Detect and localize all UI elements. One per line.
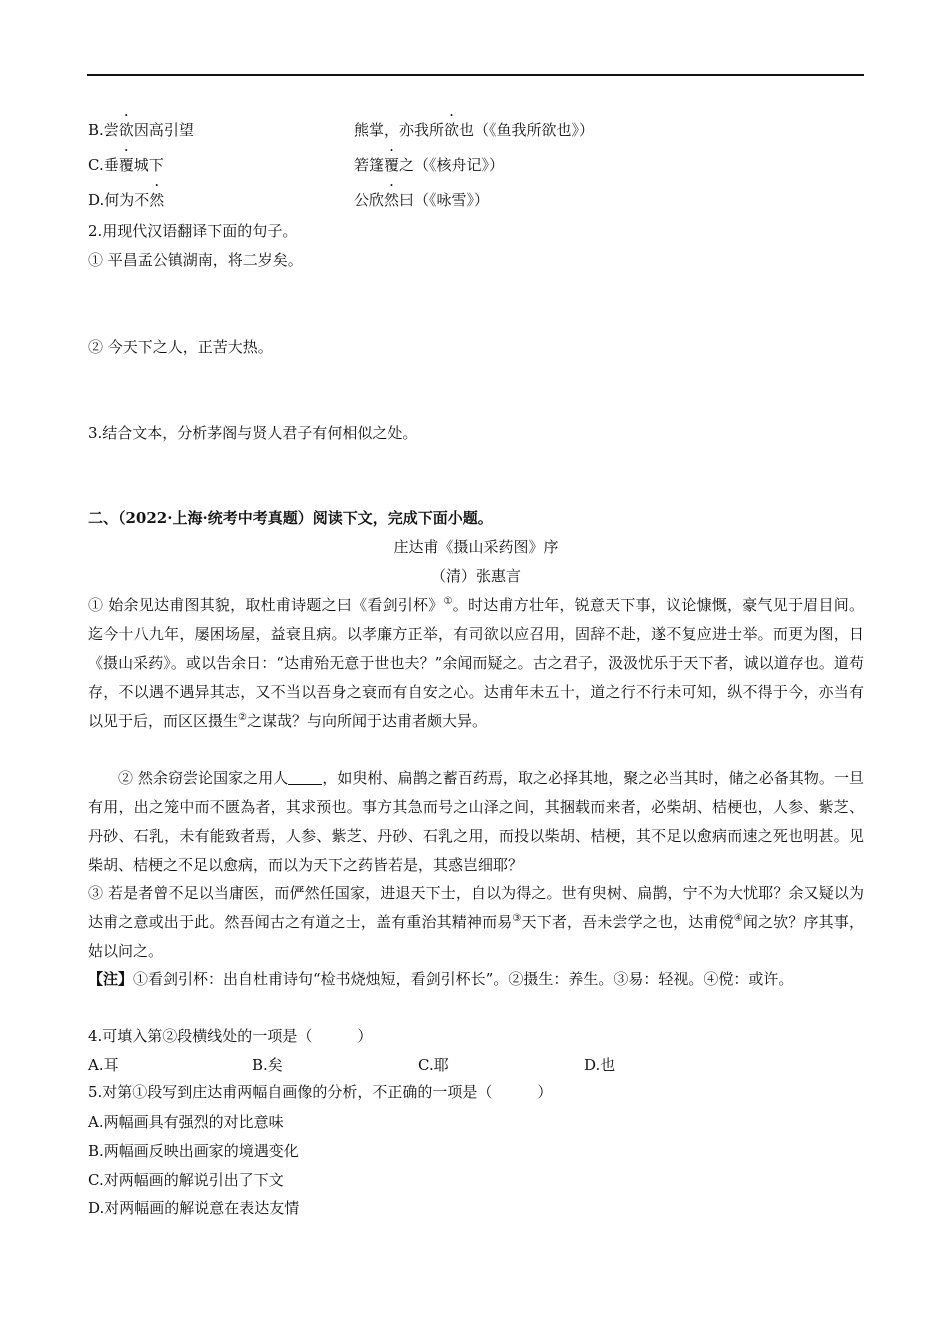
emphasis-dot-char: 欲 (444, 121, 460, 139)
emphasis-dot-char: 欲 (118, 121, 134, 139)
passage-paragraph-2: ② 然余窃尝论国家之用人 ，如臾柎、扁鹊之蓄百药焉，取之必择其地，聚之必当其时，储之必备其物。一旦有用，出之笼中而不匮為者，其求预也。事方其急而号之山泽之间，其捆载而来者，必柴胡、桔梗也，人参、紫芝、丹砂、石乳，未有能致者焉，人参、紫芝、丹砂、石乳之用，而投以柴胡、桔梗，其不足以愈病而速之死也明甚。见柴胡、桔梗之不足以愈病，而以为天下之药皆若是，其惑岂细耶？ (88, 769, 864, 874)
emphasis-dot-char: 然 (384, 191, 400, 209)
q1-option-d-left: D.何为不然 (88, 191, 165, 209)
q4-option-d: D.也 (584, 1056, 616, 1074)
passage-title: 庄达甫《摄山采药图》序 (393, 538, 559, 556)
q3-stem: 3.结合文本，分析茅阁与贤人君子有何相似之处。 (88, 424, 418, 442)
header-rule (87, 74, 864, 76)
passage-paragraph-1: ① 始余见达甫图其貌，取杜甫诗题之曰《看剑引杯》①。时达甫方壮年，锐意天下事，议论慷慨，豪气见于眉目间。迄今十八九年，屡困场屋，益衰且病。以孝廉方正举，有司欲以应召用，固辞不赴，遂不复应进士举。而更为图，日《摄山采药》。或以告余日：“达甫殆无意于世也夫？”余闻而疑之。古之君子，汲汲忧乐于天下者，诚以道存也。道苟存，不以遇不遇异其志，又不当以吾身之衰而有自安之心。达甫年未五十，道之行不行未可知，纵不得于今，亦当有以见于后，而区区摄生②之谋哉？与向所闻于达甫者颇大异。 (88, 596, 864, 730)
fill-in-blank (288, 770, 322, 785)
passage-paragraph-3: ③ 若是者曾不足以当庸医，而俨然任国家，进退天下士，自以为得之。世有臾树、扁鹊，宁不为大忧耶？余又疑以为达甫之意或出于此。然吾闻古之有道之士，盖有重治其精神而易③天下者，吾未尝学之也，达甫傥④闻之欤？序其事，姑以问之。 (88, 884, 864, 960)
q4-option-b: B.矣 (252, 1056, 283, 1074)
passage-author: （清）张惠言 (430, 567, 521, 585)
q5-option-d: D.对两幅画的解说意在表达友情 (88, 1199, 300, 1217)
q4-stem: 4.可填入第②段横线处的一项是（ ） (88, 1027, 373, 1045)
q1-option-d-right: 公欣然曰（《咏雪》） (354, 191, 490, 209)
q1-option-c-left: C.垂覆城下 (88, 156, 164, 174)
q1-option-b-right: 熊掌，亦我所欲也（《鱼我所欲也》） (354, 121, 595, 139)
emphasis-dot-char: 然 (149, 191, 165, 209)
q5-option-b: B.两幅画反映出画家的境遇变化 (88, 1142, 299, 1160)
q2-stem: 2.用现代汉语翻译下面的句子。 (88, 222, 298, 240)
passage-notes: 【注】①看剑引杯：出自杜甫诗句“检书烧烛短，看剑引杯长”。②摄生：养生。③易：轻视。④傥：或许。 (88, 970, 794, 988)
section-2-header: 二、（2022·上海·统考中考真题）阅读下文，完成下面小题。 (88, 509, 493, 527)
q4-option-a: A.耳 (88, 1056, 119, 1074)
q4-option-c: C.耶 (418, 1056, 449, 1074)
q5-option-a: A.两幅画具有强烈的对比意味 (88, 1113, 284, 1131)
q1-option-b-left: B.尝欲因高引望 (88, 121, 194, 139)
emphasis-dot-char: 覆 (384, 156, 400, 174)
q2-sentence-1: ① 平昌孟公镇湖南，将二岁矣。 (88, 251, 303, 269)
q5-stem: 5.对第①段写到庄达甫两幅自画像的分析，不正确的一项是（ ） (88, 1083, 553, 1101)
emphasis-dot-char: 覆 (118, 156, 134, 174)
q5-option-c: C.对两幅画的解说引出了下文 (88, 1171, 284, 1189)
q2-sentence-2: ② 今天下之人，正苦大热。 (88, 338, 273, 356)
q1-option-c-right: 箬篷覆之（《核舟记》） (354, 156, 505, 174)
